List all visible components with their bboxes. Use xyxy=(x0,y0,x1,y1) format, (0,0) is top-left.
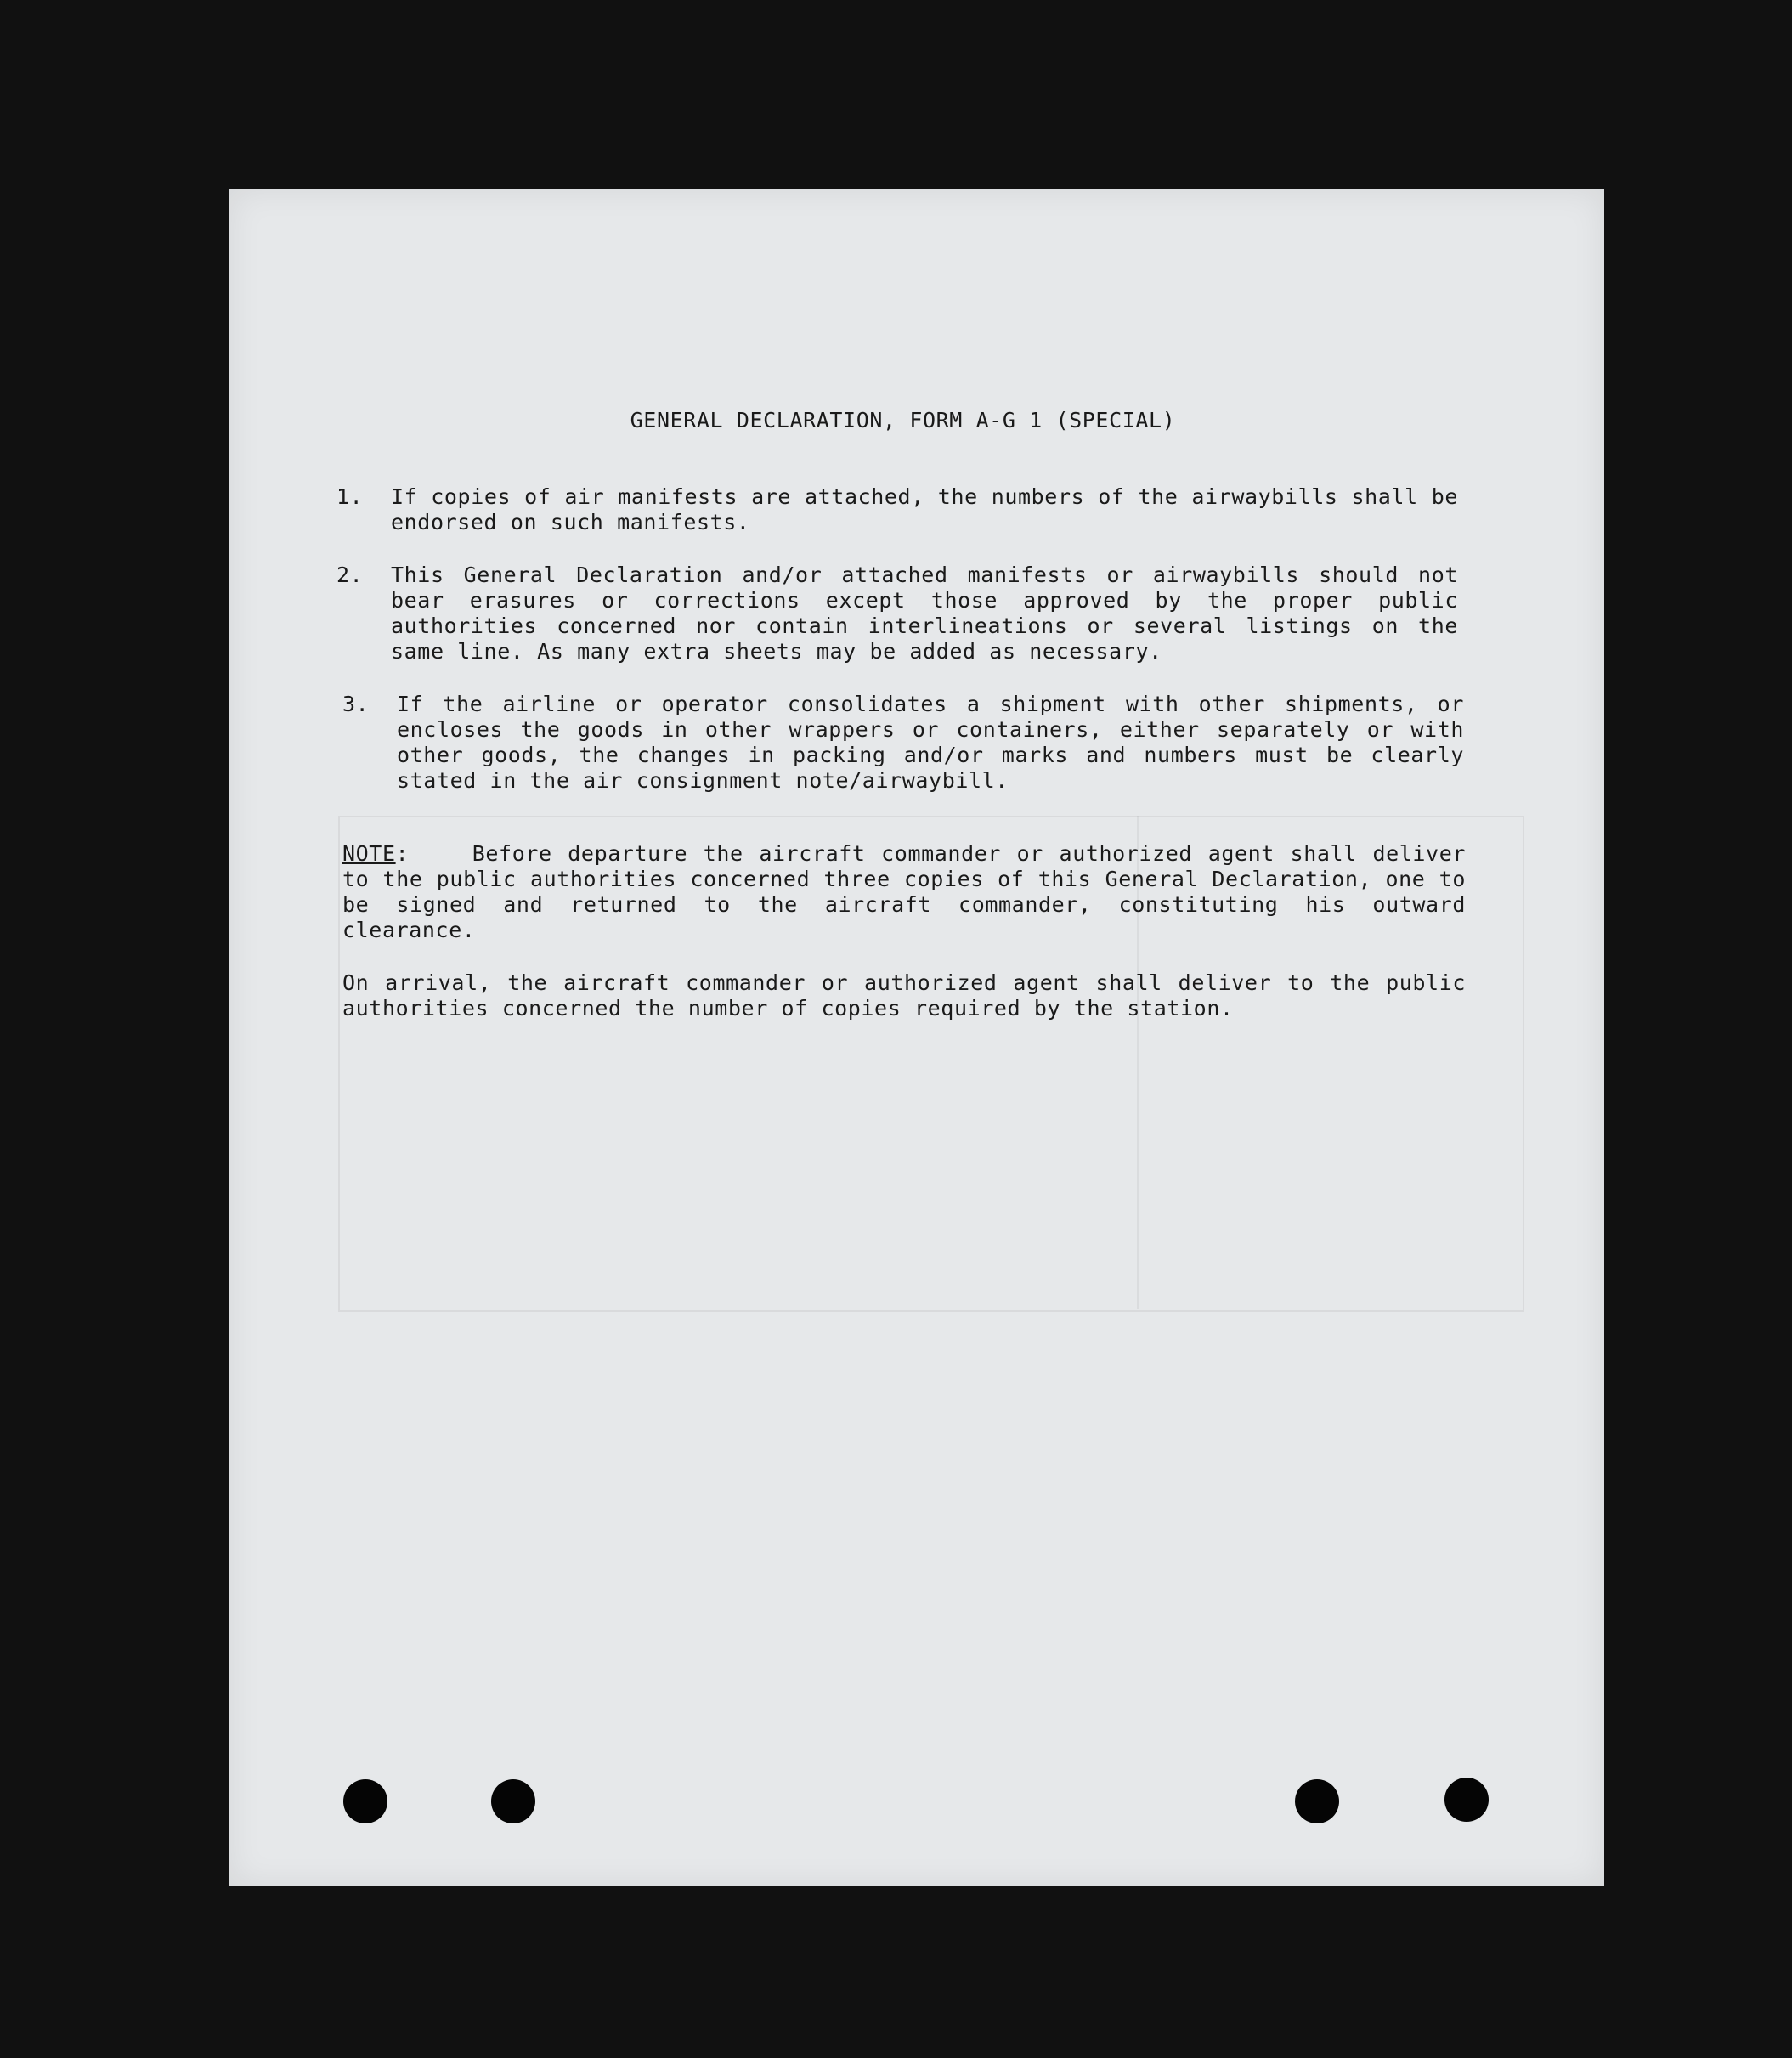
note-paragraph xyxy=(342,841,1466,943)
item-text: This General Declaration and/or attached manifests or airwaybills should not bear erasures or corrections except those approved by the proper public authorities concerned nor contain interlineations or several listings on the same line. As many extra sheets may be added as necessary. xyxy=(391,563,1458,664)
punch-hole xyxy=(1295,1779,1339,1823)
punch-hole xyxy=(491,1779,535,1823)
instruction-item xyxy=(336,563,1458,664)
item-number: 3. xyxy=(342,692,370,716)
note-text: Before departure the aircraft commander or authorized agent shall deliver to the public authorities concerned three copies of this General Declaration, one to be signed and returned to the aircraft commander, constituting his outward clearance. xyxy=(342,841,1466,942)
instruction-item xyxy=(342,692,1464,794)
arrival-paragraph: On arrival, the aircraft commander or authorized agent shall deliver to the public authorities concerned the number of copies required by the station. xyxy=(342,970,1466,1021)
item-number: 1. xyxy=(336,484,364,509)
note-colon: : xyxy=(395,841,410,866)
note-label: NOTE xyxy=(342,841,396,866)
item-text: If the airline or operator consolidates a shipment with other shipments, or encloses the goods in other wrappers or containers, either separately or with other goods, the changes in packing and/or marks and numbers must be clearly stated in the air consignment note/airwaybill. xyxy=(397,692,1464,793)
item-text: If copies of air manifests are attached, the numbers of the airwaybills shall be endorsed on such manifests. xyxy=(391,484,1458,534)
page-title: GENERAL DECLARATION, FORM A-G 1 (SPECIAL) xyxy=(630,408,1176,433)
punch-hole xyxy=(343,1779,387,1823)
punch-hole xyxy=(1444,1778,1489,1822)
item-number: 2. xyxy=(336,563,364,587)
document-page xyxy=(229,189,1604,1886)
instruction-item xyxy=(336,484,1458,535)
